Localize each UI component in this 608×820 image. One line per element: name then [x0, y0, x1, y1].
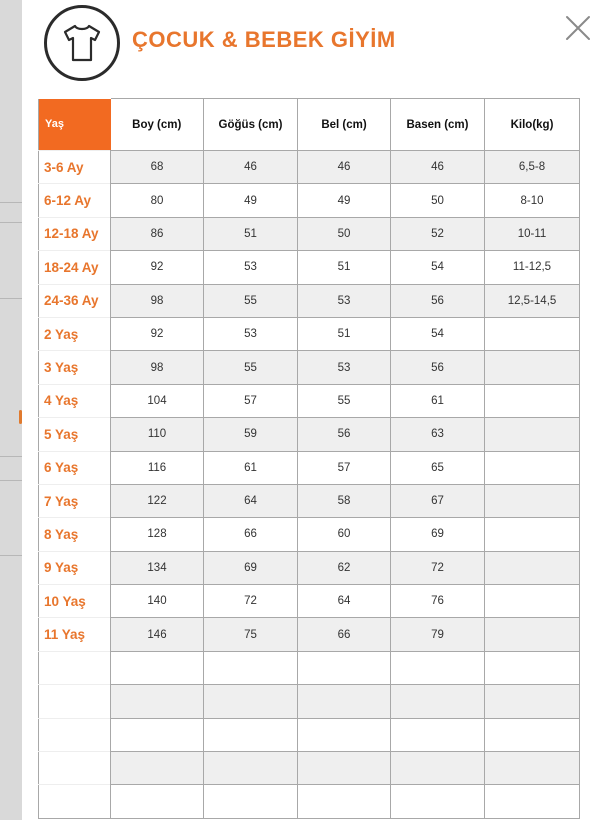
table-cell — [485, 718, 580, 751]
table-cell — [204, 685, 298, 718]
table-cell — [485, 685, 580, 718]
table-cell: 56 — [298, 418, 391, 451]
table-cell: 55 — [298, 384, 391, 417]
table-cell — [485, 484, 580, 517]
table-cell: 54 — [391, 317, 485, 350]
table-cell: 134 — [111, 551, 204, 584]
table-header-row — [39, 99, 580, 151]
table-cell — [111, 685, 204, 718]
table-row — [39, 651, 580, 684]
table-cell: 46 — [391, 151, 485, 184]
table-cell: 69 — [204, 551, 298, 584]
table-cell — [204, 752, 298, 785]
table-cell: 67 — [391, 484, 485, 517]
column-header: Basen (cm) — [391, 99, 485, 151]
background-page-strip — [0, 0, 22, 820]
divider — [0, 298, 22, 299]
table-cell: 140 — [111, 585, 204, 618]
table-cell: 79 — [391, 618, 485, 651]
table-cell: 52 — [391, 217, 485, 250]
table-cell — [485, 518, 580, 551]
table-cell: 11-12,5 — [485, 251, 580, 284]
table-row — [39, 484, 580, 517]
table-cell: 69 — [391, 518, 485, 551]
tshirt-icon — [60, 23, 104, 63]
size-table — [38, 98, 580, 819]
table-cell: 51 — [298, 251, 391, 284]
size-chart-modal — [22, 0, 608, 820]
table-cell — [485, 384, 580, 417]
age-cell — [39, 752, 111, 785]
table-row — [39, 518, 580, 551]
table-cell: 146 — [111, 618, 204, 651]
table-cell — [485, 785, 580, 818]
table-cell: 60 — [298, 518, 391, 551]
table-cell — [485, 618, 580, 651]
table-cell: 128 — [111, 518, 204, 551]
table-cell: 59 — [204, 418, 298, 451]
table-cell: 46 — [298, 151, 391, 184]
table-cell: 66 — [298, 618, 391, 651]
table-cell — [485, 585, 580, 618]
table-cell: 56 — [391, 284, 485, 317]
category-logo — [44, 5, 120, 81]
column-header: Göğüs (cm) — [204, 99, 298, 151]
table-row — [39, 451, 580, 484]
age-cell: 6 Yaş — [39, 451, 111, 484]
age-cell — [39, 785, 111, 818]
table-cell — [391, 752, 485, 785]
table-cell: 65 — [391, 451, 485, 484]
table-cell: 49 — [298, 184, 391, 217]
age-cell: 4 Yaş — [39, 384, 111, 417]
modal-header — [22, 0, 608, 90]
table-cell — [111, 785, 204, 818]
table-cell — [111, 752, 204, 785]
table-cell: 46 — [204, 151, 298, 184]
table-cell: 76 — [391, 585, 485, 618]
table-cell — [204, 718, 298, 751]
table-cell — [391, 718, 485, 751]
divider — [0, 222, 22, 223]
table-cell: 53 — [204, 317, 298, 350]
table-row — [39, 351, 580, 384]
age-cell: 2 Yaş — [39, 317, 111, 350]
age-cell: 18-24 Ay — [39, 251, 111, 284]
table-cell: 110 — [111, 418, 204, 451]
table-row — [39, 251, 580, 284]
table-cell — [485, 351, 580, 384]
table-row — [39, 585, 580, 618]
table-cell — [485, 451, 580, 484]
table-cell: 12,5-14,5 — [485, 284, 580, 317]
column-header: Yaş — [39, 99, 111, 151]
table-cell: 75 — [204, 618, 298, 651]
table-row — [39, 718, 580, 751]
table-cell: 57 — [298, 451, 391, 484]
divider — [0, 480, 22, 481]
table-cell — [391, 651, 485, 684]
table-cell — [111, 718, 204, 751]
table-cell: 63 — [391, 418, 485, 451]
table-cell: 57 — [204, 384, 298, 417]
age-cell: 8 Yaş — [39, 518, 111, 551]
table-row — [39, 317, 580, 350]
table-row — [39, 217, 580, 250]
table-row — [39, 151, 580, 184]
table-cell: 61 — [204, 451, 298, 484]
table-cell: 51 — [298, 317, 391, 350]
table-cell: 53 — [204, 251, 298, 284]
divider — [0, 555, 22, 556]
table-cell — [204, 651, 298, 684]
table-cell: 51 — [204, 217, 298, 250]
table-row — [39, 184, 580, 217]
age-cell: 6-12 Ay — [39, 184, 111, 217]
table-cell: 58 — [298, 484, 391, 517]
table-cell: 55 — [204, 351, 298, 384]
table-cell: 55 — [204, 284, 298, 317]
table-row — [39, 752, 580, 785]
age-cell — [39, 718, 111, 751]
table-row — [39, 418, 580, 451]
table-cell: 80 — [111, 184, 204, 217]
table-cell — [298, 785, 391, 818]
close-icon — [565, 15, 591, 41]
table-cell: 6,5-8 — [485, 151, 580, 184]
table-cell — [485, 418, 580, 451]
age-cell: 12-18 Ay — [39, 217, 111, 250]
table-cell — [111, 651, 204, 684]
close-button[interactable] — [562, 12, 594, 44]
column-header: Kilo(kg) — [485, 99, 580, 151]
table-row — [39, 618, 580, 651]
table-cell: 64 — [298, 585, 391, 618]
age-cell: 3 Yaş — [39, 351, 111, 384]
age-cell: 10 Yaş — [39, 585, 111, 618]
table-cell — [391, 685, 485, 718]
table-cell: 104 — [111, 384, 204, 417]
table-row — [39, 284, 580, 317]
age-cell: 24-36 Ay — [39, 284, 111, 317]
age-cell — [39, 685, 111, 718]
table-cell: 49 — [204, 184, 298, 217]
table-cell: 61 — [391, 384, 485, 417]
table-row — [39, 685, 580, 718]
table-cell: 50 — [391, 184, 485, 217]
page-title: ÇOCUK & BEBEK GİYİM — [132, 27, 396, 52]
table-cell: 53 — [298, 284, 391, 317]
table-cell — [391, 785, 485, 818]
table-cell — [485, 317, 580, 350]
table-cell: 56 — [391, 351, 485, 384]
table-cell: 8-10 — [485, 184, 580, 217]
age-cell: 5 Yaş — [39, 418, 111, 451]
table-cell: 98 — [111, 351, 204, 384]
table-cell — [204, 785, 298, 818]
table-cell — [485, 651, 580, 684]
table-cell: 86 — [111, 217, 204, 250]
age-cell: 9 Yaş — [39, 551, 111, 584]
table-cell — [485, 551, 580, 584]
table-row — [39, 384, 580, 417]
table-cell: 10-11 — [485, 217, 580, 250]
column-header: Bel (cm) — [298, 99, 391, 151]
table-cell: 66 — [204, 518, 298, 551]
table-cell: 122 — [111, 484, 204, 517]
column-header: Boy (cm) — [111, 99, 204, 151]
table-cell — [485, 752, 580, 785]
table-cell: 72 — [391, 551, 485, 584]
table-cell: 50 — [298, 217, 391, 250]
table-cell — [298, 718, 391, 751]
table-row — [39, 551, 580, 584]
table-cell: 98 — [111, 284, 204, 317]
table-cell: 92 — [111, 251, 204, 284]
table-cell: 92 — [111, 317, 204, 350]
age-cell: 7 Yaş — [39, 484, 111, 517]
table-cell: 72 — [204, 585, 298, 618]
table-cell: 54 — [391, 251, 485, 284]
table-cell — [298, 651, 391, 684]
table-cell: 68 — [111, 151, 204, 184]
table-cell — [298, 685, 391, 718]
age-cell: 3-6 Ay — [39, 151, 111, 184]
table-cell: 116 — [111, 451, 204, 484]
table-cell — [298, 752, 391, 785]
table-cell: 64 — [204, 484, 298, 517]
age-cell — [39, 651, 111, 684]
age-cell: 11 Yaş — [39, 618, 111, 651]
divider — [0, 202, 22, 203]
divider — [0, 456, 22, 457]
table-cell: 62 — [298, 551, 391, 584]
table-cell: 53 — [298, 351, 391, 384]
table-row — [39, 785, 580, 818]
